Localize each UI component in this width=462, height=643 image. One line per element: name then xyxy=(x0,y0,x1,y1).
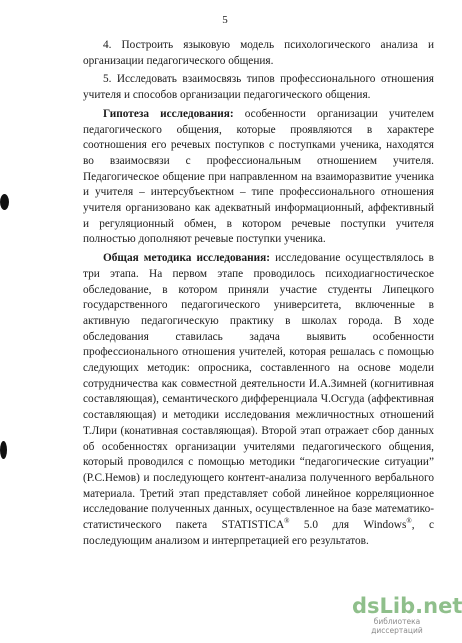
watermark-subtitle: библиотека диссертаций xyxy=(371,617,423,635)
methodology-text: исследование осуществлялось в три этапа. На первом этапе проводилось психодиагностическое обследование, в котором приняли участие студенты Липецкого государственного педагогического университета, включенные в активную педагогическую практику в школах города. В ходе обследования ставилась задача выявить особенности профессионального отношения учителей, которая решалась с помощью следующих методик: опросника, составленного на основе модели сотрудничества как совместной деятельности И.А.Зимней (когнитивная составляющая), семантического дифференциала Ч.Осгуда (аффективная составляющая) и методики исследования межличностных отношений Т.Лири (конативная составляющая). Второй этап отражает сбор данных об особенностях организации учителями педагогического общения, который проводился с помощью методики “педагогические ситуации” (Р.С.Немов) и последующего контент-анализа полученного вербального материала. Третий этап представляет собой линейное корреляционное исследование полученных данных, осуществленное на базе математико-статистического пакета STATISTICA xyxy=(83,252,434,532)
watermark xyxy=(352,594,462,635)
paragraph-task-5: 5. Исследовать взаимосвязь типов профессионального отношения учителя и способов организации педагогического общения. xyxy=(83,73,434,102)
hypothesis-label: Гипотеза исследования: xyxy=(103,107,234,120)
binding-hole-mark xyxy=(0,441,7,459)
methodology-label: Общая методика исследования: xyxy=(103,252,270,265)
methodology-text-end: , с последующим анализом и интерпретацией его результатов. xyxy=(83,519,434,547)
registered-mark: ® xyxy=(406,517,412,526)
paragraph-methodology xyxy=(83,251,434,549)
document-body xyxy=(83,38,434,550)
hypothesis-text: особенности организации учителем педагогического общения, которые проявляются в характере соотношения его речевых поступков с поступками ученика, находятся во взаимосвязи с профессиональным отношением учителя. Педагогическое общение при направленном на взаиморазвитие ученика и учителя – интерсубъектном – типе профессионального отношения учителя организовано как адекватный информационный, аффективный и регуляционный обмен, в котором речевые поступки учителя полностью дополняют речевые поступки ученика. xyxy=(83,107,434,246)
page-number: 5 xyxy=(222,14,228,26)
paragraph-task-4: 4. Построить языковую модель психологического анализа и организации педагогического общения. xyxy=(83,39,434,67)
methodology-text-cont: 5.0 для Windows xyxy=(289,519,407,532)
watermark-logo: dsLib.net xyxy=(352,594,462,618)
registered-mark: ® xyxy=(284,517,290,526)
paragraph-hypothesis xyxy=(83,107,434,248)
binding-hole-mark xyxy=(0,194,9,210)
